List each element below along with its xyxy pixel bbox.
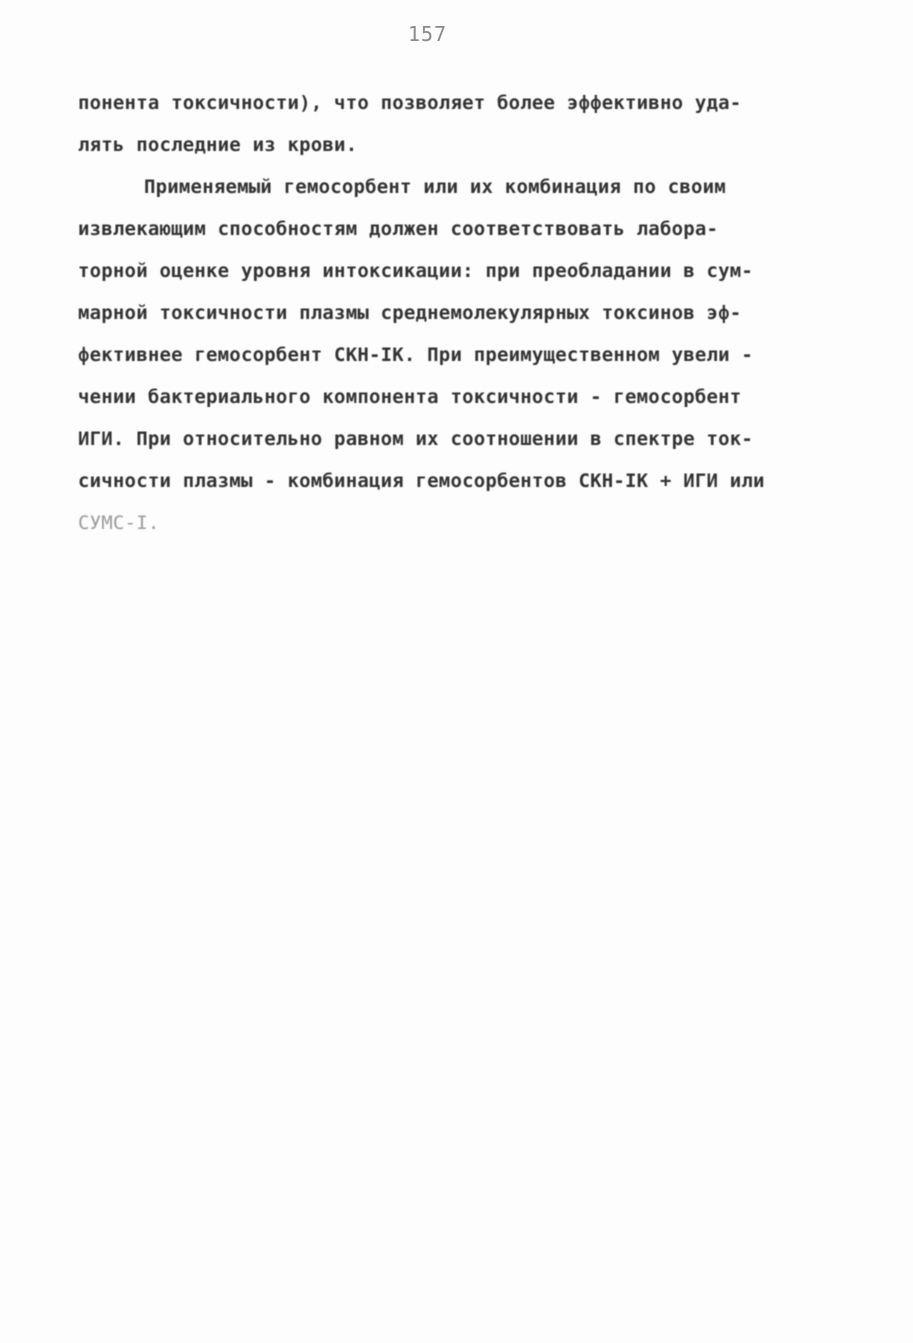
- text-line: чении бактериального компонента токсичности - гемосорбент: [78, 386, 742, 408]
- text-line: фективнее гемосорбент СКН-IК. При преимущественном увели -: [78, 344, 754, 366]
- body-text: [78, 82, 838, 544]
- text-line: СУМС-I.: [78, 512, 160, 534]
- text-line: торной оценке уровня интоксикации: при преобладании в сум-: [78, 260, 754, 282]
- text-line: сичности плазмы - комбинация гемосорбентов СКН-IК + ИГИ или: [78, 470, 765, 492]
- text-line: ИГИ. При относительно равном их соотношении в спектре ток-: [78, 428, 754, 450]
- paragraph-hemosorbent-choice: [78, 166, 838, 544]
- page-number: 157: [407, 22, 448, 46]
- text-line: лять последние из крови.: [78, 134, 358, 156]
- text-line: Применяемый гемосорбент или их комбинация по своим: [144, 176, 726, 198]
- text-line: марной токсичности плазмы среднемолекулярных токсинов эф-: [78, 302, 742, 324]
- text-line: извлекающим способностям должен соответствовать лабора-: [78, 218, 719, 240]
- text-line: понента токсичности), что позволяет более эффективно уда-: [78, 92, 742, 114]
- paragraph-continuation: [78, 82, 838, 166]
